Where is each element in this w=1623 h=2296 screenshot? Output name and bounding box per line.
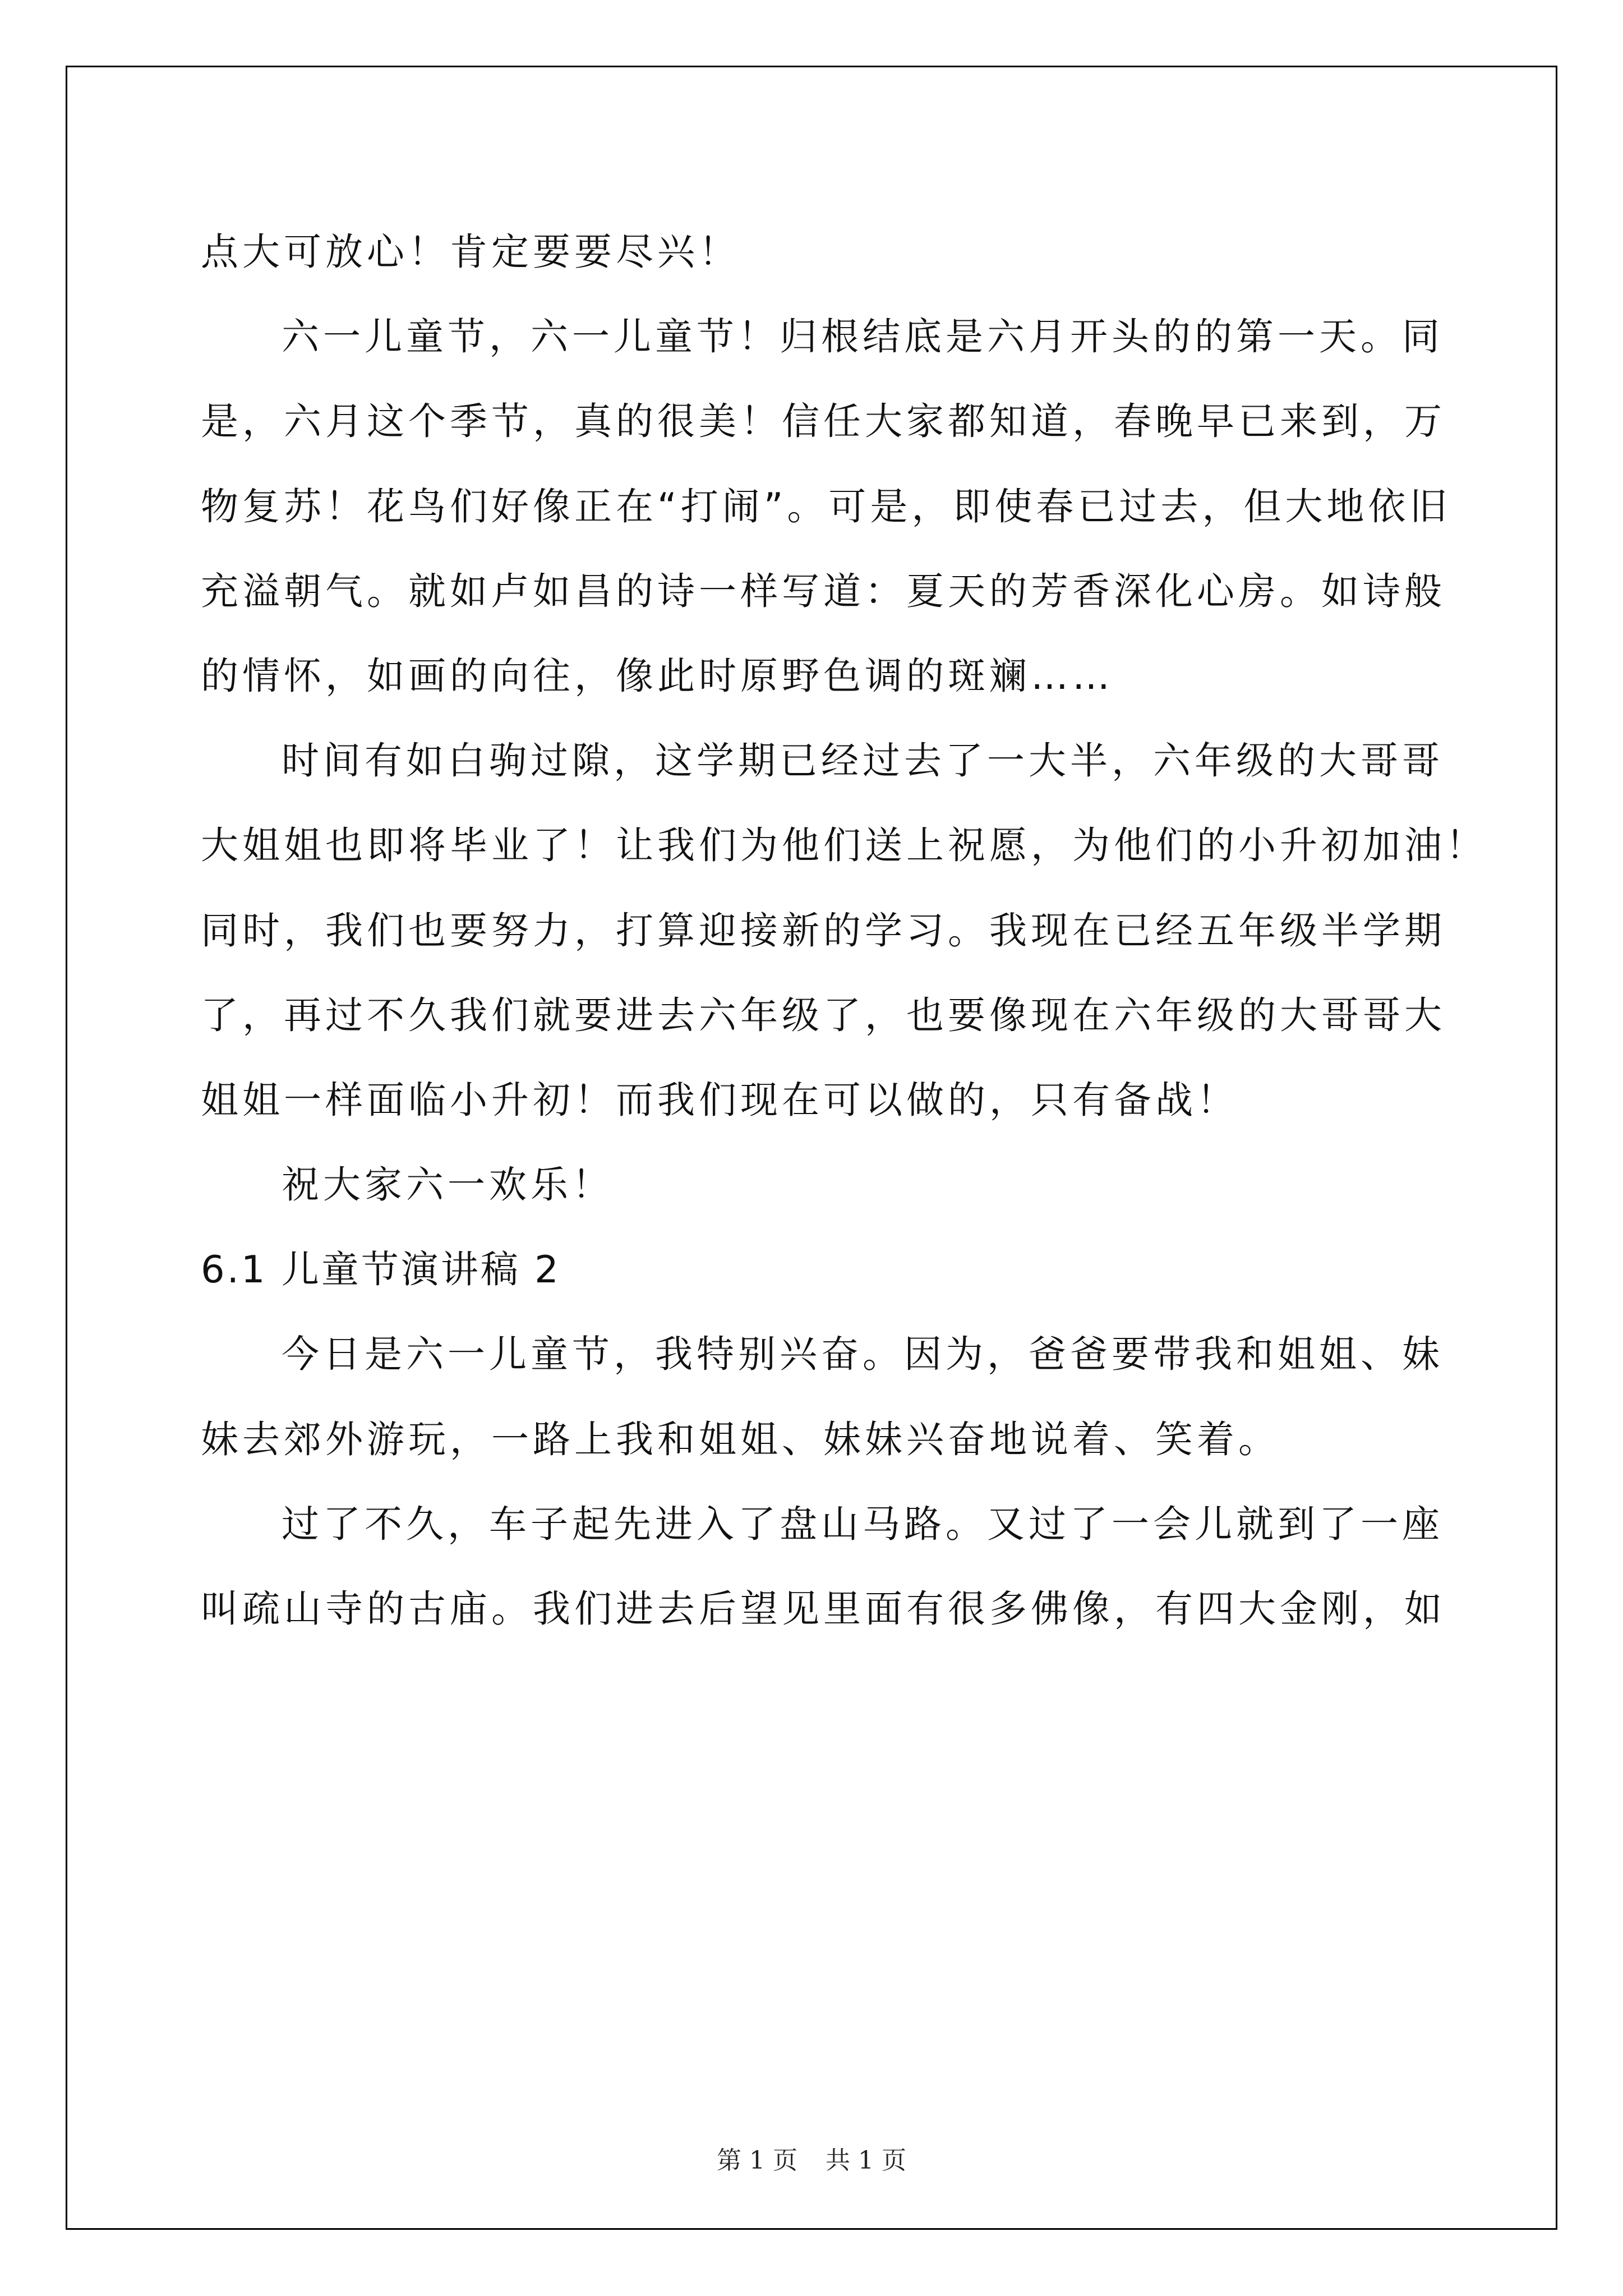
paragraph-line: 今日是六一儿童节，我特别兴奋。因为，爸爸要带我和姐姐、妹 [282, 1332, 1444, 1377]
paragraph-line: 同时，我们也要努力，打算迎接新的学习。我现在已经五年级半学期 [201, 908, 1446, 953]
paragraph-line: 点大可放心！肯定要要尽兴！ [201, 230, 740, 274]
paragraph-line: 充溢朝气。就如卢如昌的诗一样写道：夏天的芳香深化心房。如诗般 [201, 569, 1446, 613]
paragraph-line: 姐姐一样面临小升初！而我们现在可以做的，只有备战！ [201, 1078, 1238, 1122]
paragraph-line: 的情怀，如画的向往，像此时原野色调的斑斓…… [201, 654, 1114, 698]
paragraph-line: 时间有如白驹过隙，这学期已经过去了一大半，六年级的大哥哥 [282, 739, 1444, 783]
paragraph-line: 物复苏！花鸟们好像正在“打闹”。可是，即使春已过去，但大地依旧 [201, 484, 1451, 528]
document-body [201, 210, 1487, 1651]
paragraph-line: 过了不久，车子起先进入了盘山马路。又过了一会儿就到了一座 [282, 1502, 1444, 1546]
paragraph-line: 妹去郊外游玩，一路上我和姐姐、妹妹兴奋地说着、笑着。 [201, 1417, 1280, 1461]
paragraph-line: 祝大家六一欢乐！ [282, 1163, 614, 1207]
page-number: 第 1 页 [717, 2146, 797, 2175]
section-heading: 6.1 儿童节演讲稿 2 [201, 1248, 561, 1292]
paragraph-line: 了，再过不久我们就要进去六年级了，也要像现在六年级的大哥哥大 [201, 993, 1446, 1037]
paragraph-line: 六一儿童节，六一儿童节！归根结底是六月开头的的第一天。同 [282, 315, 1444, 359]
paragraph-line: 是，六月这个季节，真的很美！信任大家都知道，春晚早已来到，万 [201, 399, 1446, 444]
paragraph-line: 叫疏山寺的古庙。我们进去后望见里面有很多佛像，有四大金刚，如 [201, 1587, 1446, 1631]
paragraph-line: 大姐姐也即将毕业了！让我们为他们送上祝愿，为他们的小升初加油！ [201, 823, 1487, 868]
page-footer [0, 2140, 1623, 2176]
page-total: 共 1 页 [826, 2146, 906, 2175]
